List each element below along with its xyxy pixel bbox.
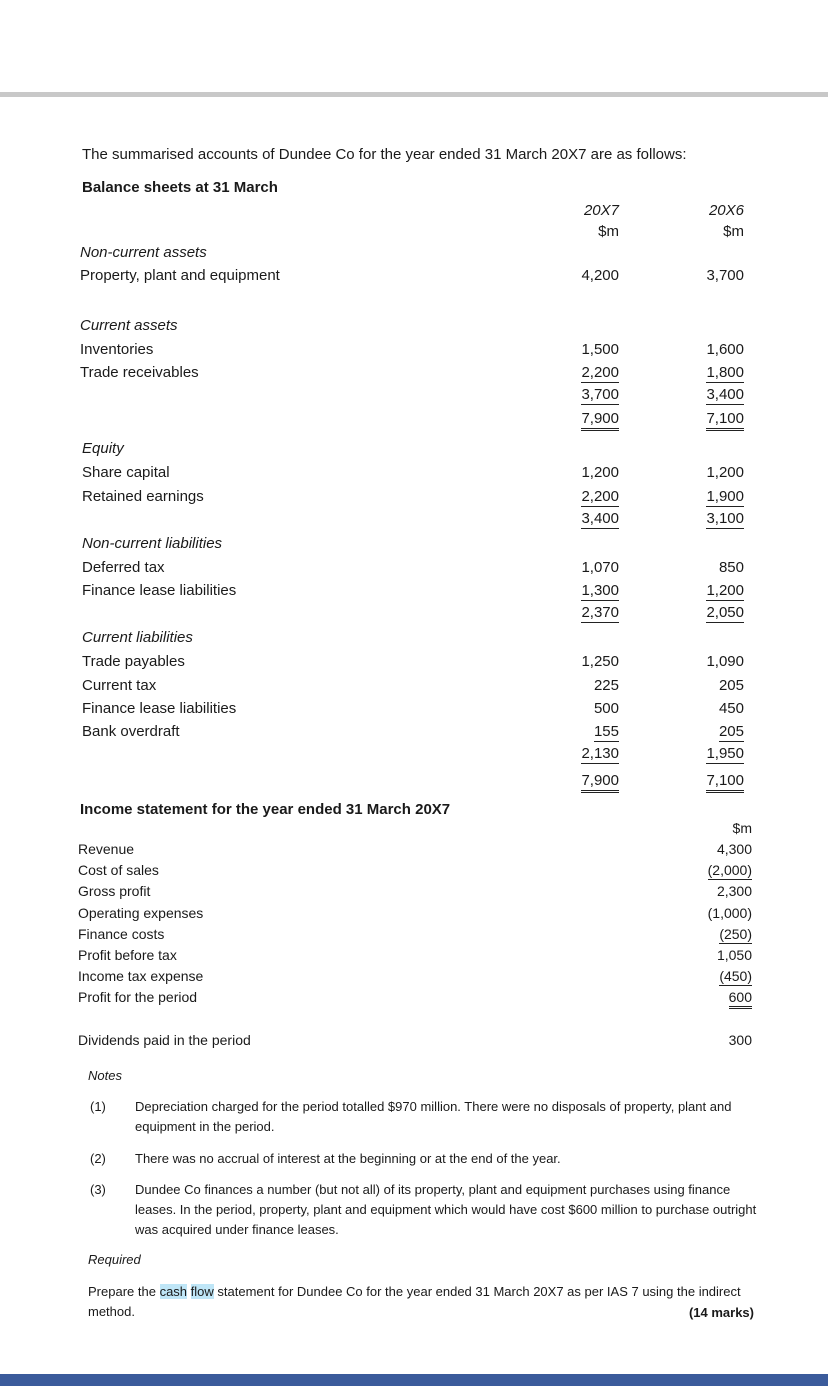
- required-text: [88, 1282, 768, 1322]
- required-heading: Required: [88, 1252, 141, 1267]
- cl-lease-20x6: 450: [718, 700, 744, 717]
- current-tax-label: Current tax: [82, 677, 157, 694]
- retained-label: Retained earnings: [82, 488, 204, 505]
- tax-value: (450): [719, 968, 752, 984]
- current-tax-20x6: 205: [718, 677, 744, 694]
- share-capital-label: Share capital: [82, 464, 170, 481]
- ncl-total-20x6: 2,050: [706, 604, 744, 621]
- nca-heading: Non-current assets: [80, 244, 207, 261]
- is-unit: $m: [732, 820, 752, 836]
- finance-label: Finance costs: [78, 926, 165, 942]
- ncl-lease-20x7: 1,300: [581, 582, 619, 599]
- ca-heading: Current assets: [80, 317, 178, 334]
- overdraft-label: Bank overdraft: [82, 723, 180, 740]
- finance-value: (250): [719, 926, 752, 942]
- balance-sheet-title: Balance sheets at 31 March: [82, 179, 278, 196]
- receivables-label: Trade receivables: [80, 364, 199, 381]
- le-total-20x6: 7,100: [706, 772, 744, 793]
- retained-20x6: 1,900: [706, 488, 744, 505]
- note-1-number: (1): [90, 1099, 106, 1114]
- note-3-number: (3): [90, 1182, 106, 1197]
- inventories-label: Inventories: [80, 341, 154, 358]
- bottom-bar: [0, 1374, 828, 1386]
- equity-total-20x7: 3,400: [581, 510, 619, 527]
- current-tax-20x7: 225: [593, 677, 619, 694]
- assets-total-20x6: 7,100: [706, 410, 744, 431]
- revenue-value: 4,300: [716, 841, 752, 857]
- highlighted-word-flow: flow: [190, 1284, 214, 1299]
- required-text-before: Prepare the: [88, 1284, 156, 1299]
- ncl-lease-20x6: 1,200: [706, 582, 744, 599]
- overdraft-20x7: 155: [593, 723, 619, 740]
- deferred-tax-label: Deferred tax: [82, 559, 165, 576]
- col2-year: 20X6: [708, 202, 744, 219]
- gp-value: 2,300: [716, 883, 752, 899]
- assets-total-20x7: 7,900: [581, 410, 619, 431]
- cos-value: (2,000): [707, 862, 752, 878]
- receivables-20x7: 2,200: [581, 364, 619, 381]
- profit-value: 600: [729, 989, 752, 1009]
- cl-lease-label: Finance lease liabilities: [82, 700, 237, 717]
- ppe-20x6: 3,700: [706, 267, 744, 284]
- cl-heading: Current liabilities: [82, 629, 193, 646]
- highlighted-word-cash: cash: [159, 1284, 188, 1299]
- share-capital-20x6: 1,200: [706, 464, 744, 481]
- income-statement-title: Income statement for the year ended 31 March 20X7: [80, 801, 451, 818]
- gp-label: Gross profit: [78, 883, 151, 899]
- note-2-text: There was no accrual of interest at the beginning or at the end of the year.: [135, 1151, 561, 1166]
- ca-total-20x6: 3,400: [706, 386, 744, 403]
- revenue-label: Revenue: [78, 841, 135, 857]
- overdraft-20x6: 205: [718, 723, 744, 740]
- tax-label: Income tax expense: [78, 968, 204, 984]
- deferred-tax-20x7: 1,070: [581, 559, 619, 576]
- cl-total-20x7: 2,130: [581, 745, 619, 762]
- pbt-label: Profit before tax: [78, 947, 177, 963]
- col2-unit: $m: [723, 223, 744, 240]
- ncl-heading: Non-current liabilities: [82, 535, 223, 552]
- intro-text: The summarised accounts of Dundee Co for the year ended 31 March 20X7 are as follows:: [82, 146, 687, 163]
- pbt-value: 1,050: [716, 947, 752, 963]
- opex-value: (1,000): [707, 905, 752, 921]
- equity-total-20x6: 3,100: [706, 510, 744, 527]
- inventories-20x6: 1,600: [706, 341, 744, 358]
- ncl-total-20x7: 2,370: [581, 604, 619, 621]
- ncl-lease-label: Finance lease liabilities: [82, 582, 237, 599]
- marks: (14 marks): [688, 1305, 754, 1320]
- le-total-20x7: 7,900: [581, 772, 619, 793]
- profit-label: Profit for the period: [78, 989, 198, 1005]
- payables-label: Trade payables: [82, 653, 185, 670]
- share-capital-20x7: 1,200: [581, 464, 619, 481]
- receivables-20x6: 1,800: [706, 364, 744, 381]
- dividends-value: 300: [728, 1032, 752, 1048]
- deferred-tax-20x6: 850: [718, 559, 744, 576]
- cl-lease-20x7: 500: [593, 700, 619, 717]
- note-3-text: Dundee Co finances a number (but not all) of its property, plant and equipment purchases using finance leases. In the period, property, plant and equipment which would have cost $600 million to purchase outright was acquired under finance leases.: [135, 1182, 757, 1237]
- top-divider: [0, 92, 828, 97]
- opex-label: Operating expenses: [78, 905, 204, 921]
- inventories-20x7: 1,500: [581, 341, 619, 358]
- cos-label: Cost of sales: [78, 862, 159, 878]
- notes-heading: Notes: [88, 1068, 122, 1083]
- note-1-text: Depreciation charged for the period totalled $970 million. There were no disposals of property, plant and equipment in the period.: [135, 1099, 732, 1134]
- retained-20x7: 2,200: [581, 488, 619, 505]
- cl-total-20x6: 1,950: [706, 745, 744, 762]
- required-text-after: statement for Dundee Co for the year ended 31 March 20X7 as per IAS 7 using the indirect method.: [88, 1284, 741, 1319]
- note-2-number: (2): [90, 1151, 106, 1166]
- col1-year: 20X7: [583, 202, 619, 219]
- dividends-label: Dividends paid in the period: [78, 1032, 251, 1048]
- equity-heading: Equity: [82, 440, 124, 457]
- ppe-label: Property, plant and equipment: [80, 267, 280, 284]
- ppe-20x7: 4,200: [581, 267, 619, 284]
- col1-unit: $m: [598, 223, 619, 240]
- ca-total-20x7: 3,700: [581, 386, 619, 403]
- payables-20x6: 1,090: [706, 653, 744, 670]
- payables-20x7: 1,250: [581, 653, 619, 670]
